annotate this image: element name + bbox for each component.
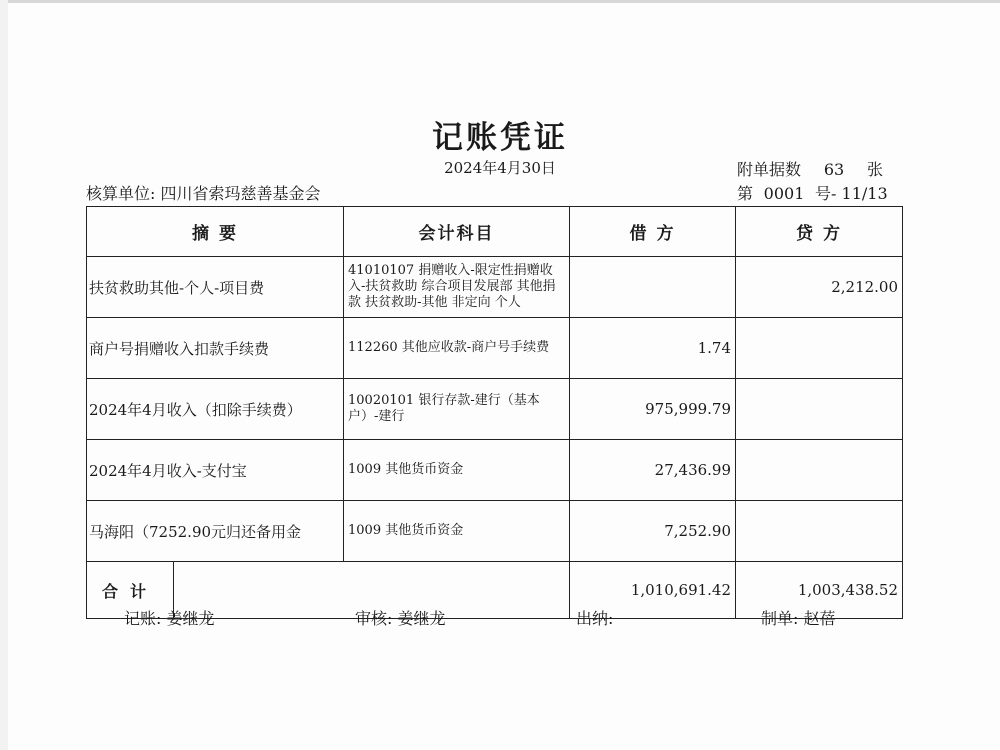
scan-edge-top [0,0,1000,3]
row-summary: 扶贫救助其他-个人-项目费 [87,257,344,318]
row-debit: 1.74 [570,318,736,379]
row-summary: 2024年4月收入（扣除手续费） [87,379,344,440]
signature-row [0,606,1000,630]
row-credit: 2,212.00 [736,257,903,318]
row-debit: 975,999.79 [570,379,736,440]
row-account: 1009 其他货币资金 [344,501,570,562]
header-account: 会计科目 [344,207,570,257]
row-account: 112260 其他应收款-商户号手续费 [344,318,570,379]
voucher-number-value: 0001 [763,184,805,203]
row-account: 1009 其他货币资金 [344,440,570,501]
header-row [87,207,903,257]
row-credit [736,318,903,379]
attachment-count [737,157,883,180]
row-credit [736,440,903,501]
accounting-unit-name: 四川省索玛慈善基金会 [160,184,321,203]
row-credit [736,501,903,562]
attachment-unit: 张 [867,160,884,179]
total-label: 合计 [87,562,174,619]
cashier-signature: 出纳: [576,609,614,628]
voucher-number [737,181,888,204]
total-debit: 1,010,691.42 [570,562,736,619]
row-debit [570,257,736,318]
table-row [87,379,903,440]
accounting-unit-label: 核算单位: [86,184,156,203]
table-row [87,501,903,562]
table-row [87,440,903,501]
voucher-number-suffix: 号- 11/13 [815,184,888,203]
row-debit: 7,252.90 [570,501,736,562]
attachment-label: 附单据数 [737,160,802,179]
voucher-number-prefix: 第 [737,184,754,203]
bookkeeper-signature: 记账: 姜继龙 [124,609,215,628]
reviewer-signature: 审核: 姜继龙 [355,609,446,628]
accounting-unit [86,181,321,204]
header-debit: 借 方 [570,207,736,257]
attachment-number: 63 [823,160,845,179]
preparer-signature: 制单: 赵蓓 [761,609,836,628]
row-debit: 27,436.99 [570,440,736,501]
table-row [87,318,903,379]
row-account: 10020101 银行存款-建行（基本户）-建行 [344,379,570,440]
header-credit: 贷 方 [736,207,903,257]
total-credit: 1,003,438.52 [736,562,903,619]
row-credit [736,379,903,440]
row-summary: 马海阳（7252.90元归还备用金 [87,501,344,562]
row-summary: 商户号捐赠收入扣款手续费 [87,318,344,379]
voucher-date: 2024年4月30日 [444,159,556,177]
voucher-table [86,206,903,619]
row-summary: 2024年4月收入-支付宝 [87,440,344,501]
voucher-title: 记账凭证 [432,120,568,156]
row-account: 41010107 捐赠收入-限定性捐赠收入-扶贫救助 综合项目发展部 其他捐款 扶贫救助-其他 非定向 个人 [344,257,570,318]
header-summary: 摘 要 [87,207,344,257]
table-row [87,257,903,318]
